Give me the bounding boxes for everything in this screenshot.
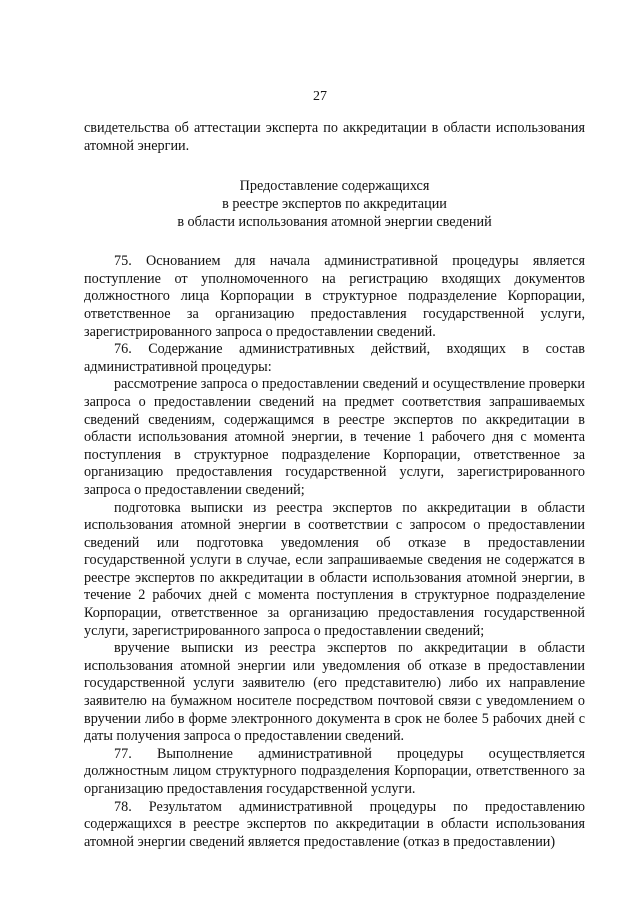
paragraph-78: 78. Результатом административной процедуры по предоставлению содержащихся в реестре экспертов по аккредитации в области использования атомной энергии сведений является предоставление (отказ в предоставлении) (84, 798, 585, 850)
continuation-paragraph: свидетельства об аттестации эксперта по аккредитации в области использования атомной энергии. (84, 120, 585, 154)
section-heading (84, 177, 585, 231)
list-item-preparation: подготовка выписки из реестра экспертов по аккредитации в области использования атомной энергии в соответствии с запросом о предоставлении сведений или подготовка уведомления об отказе в предоставлении государственной услуги в случае, если запрашиваемые сведения не содержатся в реестре экспертов по аккредитации в области использования атомной энергии, в течение 2 рабочих дней с момента поступления в структурное подразделение Корпорации, ответственное за организацию предоставления государственной услуги, зарегистрированного запроса о предоставлении сведений; (84, 499, 585, 639)
list-item-review: рассмотрение запроса о предоставлении сведений и осуществление проверки запроса о предоставлении сведений на предмет соответствия запрашиваемых сведений сведениям, содержащимся в реестре экспертов по аккредитации в области использования атомной энергии, в течение 1 рабочего дня с момента поступления в структурное подразделение Корпорации, ответственное за организацию предоставления государственной услуги, зарегистрированного запроса о предоставлении сведений; (84, 376, 585, 498)
heading-line: в области использования атомной энергии сведений (177, 214, 492, 231)
heading-line: в реестре экспертов по аккредитации (222, 196, 447, 213)
paragraph-75: 75. Основанием для начала административной процедуры является поступление от уполномоченного на регистрацию входящих документов должностного лица Корпорации в структурное подразделение Корпорации, ответственное за организацию предоставления государственной услуги, зарегистрированного запроса о предоставлении сведений. (84, 253, 585, 340)
page-number: 27 (313, 89, 327, 104)
paragraph-76: 76. Содержание административных действий, входящих в состав административной процедуры: (84, 341, 585, 375)
document-body (84, 120, 585, 851)
list-item-delivery: вручение выписки из реестра экспертов по аккредитации в области использования атомной энергии или уведомления об отказе в предоставлении государственной услуги заявителю (его представителю) либо их направление заявителю на бумажном носителе посредством почтовой связи с уведомлением о вручении либо в форме электронного документа в срок не более 5 рабочих дней с даты получения запроса о предоставлении сведений. (84, 640, 585, 745)
heading-line: Предоставление содержащихся (239, 178, 430, 195)
paragraph-77: 77. Выполнение административной процедуры осуществляется должностным лицом структурного подразделения Корпорации, ответственного за организацию предоставления государственной услуги. (84, 745, 585, 797)
